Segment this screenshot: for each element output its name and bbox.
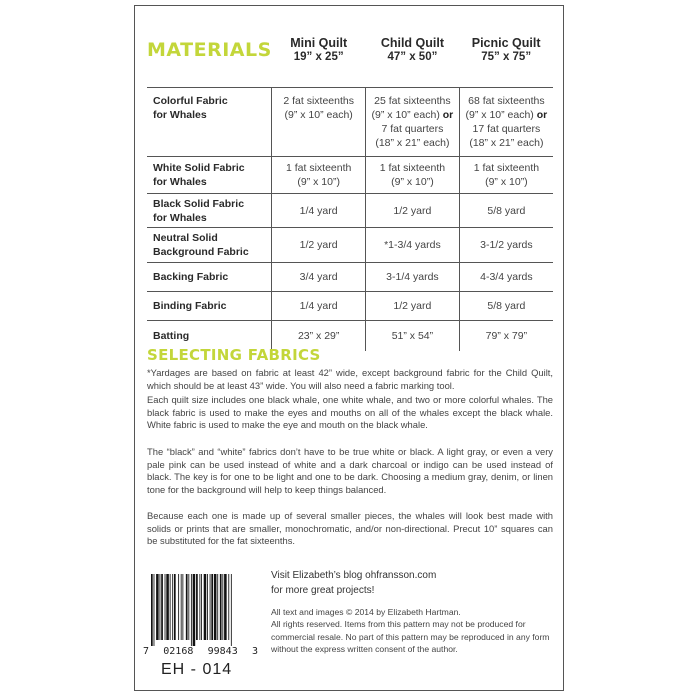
material-quantity: 79” x 79” <box>459 321 553 352</box>
barcode-bar <box>172 574 173 640</box>
barcode-bar <box>161 574 163 640</box>
material-quantity: 4-3/4 yards <box>459 263 553 292</box>
materials-body <box>147 88 553 352</box>
material-quantity: 68 fat sixteenths (9” x 10” each) or 17 fat quarters (18” x 21” each) <box>459 88 553 157</box>
yardage-note: *Yardages are based on fabric at least 42” wide, except background fabric for the Child Quilt, which should be at least 43” wide. You will also need a fabric marking tool. <box>147 367 553 391</box>
barcode-bar <box>174 574 176 640</box>
material-quantity: 1/2 yard <box>366 292 460 321</box>
material-label: Batting <box>147 321 272 352</box>
materials-row <box>147 292 553 321</box>
material-quantity: *1-3/4 yards <box>366 228 460 263</box>
legal-notice: All text and images © 2014 by Elizabeth Hartman. All rights reserved. Items from this pattern may not be produced for commercial resale. No part of this pattern may be reproduced in any form without the express written consent of the author. <box>271 607 550 655</box>
column-mini-quilt: Mini Quilt 19” x 25” <box>290 36 348 63</box>
material-quantity: 1/4 yard <box>272 292 366 321</box>
material-quantity: 2 fat sixteenths (9” x 10” each) <box>272 88 366 157</box>
material-quantity: 25 fat sixteenths (9” x 10” each) or 7 fat quarters (18” x 21” each) <box>366 88 460 157</box>
barcode-bar <box>166 574 169 640</box>
prints-paragraph: Because each one is made up of several smaller pieces, the whales will look best made with solids or prints that are smaller, monochromatic, and/or non-directional. Precut 10” squares can be substituted for the fat sixteenths. <box>147 510 553 547</box>
barcode-bar <box>217 574 218 640</box>
material-label: Binding Fabric <box>147 292 272 321</box>
material-quantity: 1 fat sixteenth (9” x 10”) <box>366 157 460 194</box>
whale-colors-paragraph: Each quilt size includes one black whale, one white whale, and two or more colorful whales. The black fabric is used to make the eyes and mouths on all of the whales except the black whale. White fabric is used to make the eye and mouth on the black whale. <box>147 394 553 431</box>
barcode-bar <box>214 574 217 640</box>
light-dark-paragraph: The “black” and “white” fabrics don’t have to be true white or black. A light gray, or even a very pale pink can be used instead of white and a dark charcoal or indigo can be used instead of black. The key is for one to be light and one to be dark. Choosing a medium gray, denim, or linen tone for the background will help to keep things balanced. <box>147 446 553 495</box>
barcode-bar <box>196 574 198 640</box>
materials-row <box>147 263 553 292</box>
barcode-bar <box>210 574 211 640</box>
materials-title: MATERIALS <box>147 39 272 61</box>
barcode-bar <box>165 574 166 640</box>
barcode-bar <box>201 574 202 640</box>
material-quantity: 1/2 yard <box>272 228 366 263</box>
material-quantity: 51” x 54” <box>366 321 460 352</box>
barcode-bar <box>207 574 208 640</box>
material-quantity: 1/4 yard <box>272 194 366 228</box>
blog-promo: Visit Elizabeth’s blog ohfransson.com for more great projects! <box>271 570 437 596</box>
material-quantity: 3-1/2 yards <box>459 228 553 263</box>
barcode-bar <box>191 574 192 646</box>
barcode-bar <box>160 574 161 640</box>
material-quantity: 1 fat sixteenth (9” x 10”) <box>272 157 366 194</box>
materials-table <box>147 28 553 351</box>
barcode-bar <box>154 574 155 646</box>
material-label: White Solid Fabric for Whales <box>147 157 272 194</box>
material-quantity: 3-1/4 yards <box>366 263 460 292</box>
barcode-bar <box>220 574 222 640</box>
barcode-bar <box>170 574 171 640</box>
materials-header-row <box>147 28 553 88</box>
barcode-bar <box>178 574 179 640</box>
barcode-bar <box>224 574 227 640</box>
column-child-quilt: Child Quilt 47” x 50” <box>380 36 444 63</box>
barcode-bar <box>231 574 232 646</box>
barcode-bar <box>199 574 200 640</box>
barcode-bar <box>186 574 188 640</box>
material-label: Neutral Solid Background Fabric <box>147 228 272 263</box>
barcode-bar <box>222 574 223 640</box>
barcode-bar <box>182 574 183 640</box>
upc-barcode <box>149 574 255 646</box>
barcode-bar <box>151 574 153 646</box>
barcode-bar <box>193 574 196 646</box>
barcode-bar <box>204 574 207 640</box>
materials-row <box>147 194 553 228</box>
material-label: Black Solid Fabric for Whales <box>147 194 272 228</box>
material-quantity: 5/8 yard <box>459 194 553 228</box>
materials-row <box>147 88 553 157</box>
pattern-code: EH - 014 <box>161 661 233 678</box>
material-quantity: 23” x 29” <box>272 321 366 352</box>
column-picnic-quilt: Picnic Quilt 75” x 75” <box>471 36 541 63</box>
selecting-fabrics-title: SELECTING FABRICS <box>147 346 321 364</box>
material-label: Colorful Fabric for Whales <box>147 88 272 157</box>
barcode-digits: 7 02168 99843 3 <box>143 646 258 657</box>
material-quantity: 5/8 yard <box>459 292 553 321</box>
material-quantity: 1 fat sixteenth (9” x 10”) <box>459 157 553 194</box>
material-quantity: 3/4 yard <box>272 263 366 292</box>
barcode-bar <box>228 574 229 640</box>
material-quantity: 1/2 yard <box>366 194 460 228</box>
barcode-bar <box>188 574 189 640</box>
barcode-bar <box>156 574 159 640</box>
pattern-back-cover <box>134 5 564 691</box>
barcode-bar <box>181 574 182 640</box>
material-label: Backing Fabric <box>147 263 272 292</box>
materials-row <box>147 228 553 263</box>
barcode-bar <box>211 574 213 640</box>
materials-row <box>147 157 553 194</box>
